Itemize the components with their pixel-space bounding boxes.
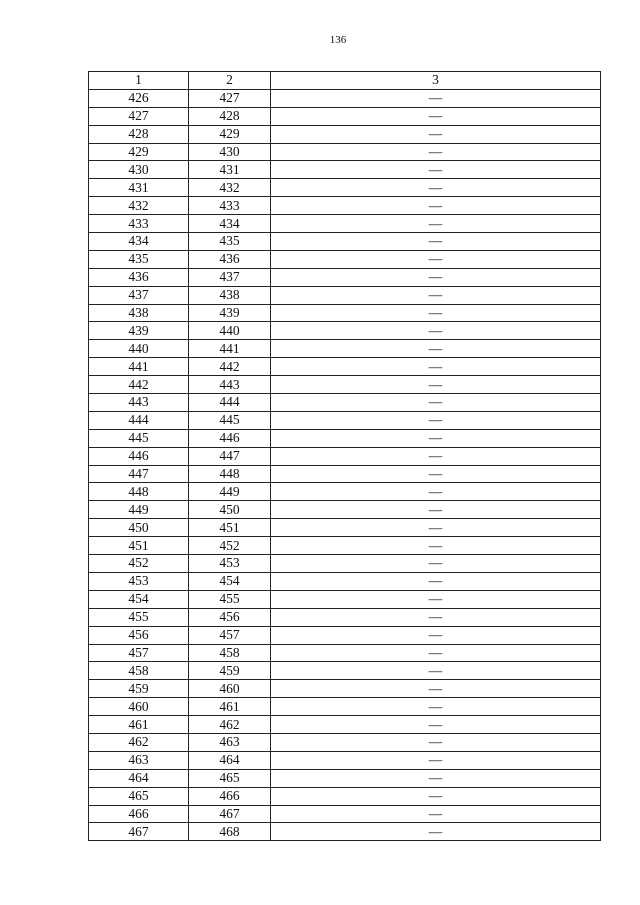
- table-cell-col2: 460: [189, 680, 271, 698]
- table-cell-col1: 442: [89, 376, 189, 394]
- table-cell-col2: 455: [189, 590, 271, 608]
- table-cell-col1: 447: [89, 465, 189, 483]
- table-cell-col2: 450: [189, 501, 271, 519]
- table-cell-col2: 435: [189, 233, 271, 251]
- table-cell-col1: 433: [89, 215, 189, 233]
- table-cell-col1: 458: [89, 662, 189, 680]
- table-cell-col1: 443: [89, 394, 189, 412]
- table-row: [89, 429, 601, 447]
- table-row: [89, 161, 601, 179]
- table-cell-col1: 466: [89, 805, 189, 823]
- table-cell-col3: —: [271, 716, 601, 734]
- table-row: [89, 644, 601, 662]
- table-row: [89, 250, 601, 268]
- table-cell-col3: —: [271, 376, 601, 394]
- table-row: [89, 519, 601, 537]
- table-cell-col2: 456: [189, 608, 271, 626]
- table-cell-col2: 437: [189, 268, 271, 286]
- table-cell-col1: 450: [89, 519, 189, 537]
- table-cell-col2: 447: [189, 447, 271, 465]
- table-cell-col2: 441: [189, 340, 271, 358]
- table-cell-col2: 436: [189, 250, 271, 268]
- table-cell-col3: —: [271, 733, 601, 751]
- table-cell-col2: 429: [189, 125, 271, 143]
- table-cell-col3: —: [271, 447, 601, 465]
- table-cell-col3: —: [271, 286, 601, 304]
- table-cell-col2: 446: [189, 429, 271, 447]
- table-cell-col3: —: [271, 233, 601, 251]
- table-row: [89, 537, 601, 555]
- table-cell-col3: —: [271, 537, 601, 555]
- table-cell-col1: 439: [89, 322, 189, 340]
- table-cell-col1: 463: [89, 751, 189, 769]
- table-cell-col3: —: [271, 429, 601, 447]
- table-cell-col3: —: [271, 107, 601, 125]
- table-cell-col3: —: [271, 662, 601, 680]
- table-cell-col2: 440: [189, 322, 271, 340]
- table-cell-col1: 440: [89, 340, 189, 358]
- table-cell-col2: 453: [189, 555, 271, 573]
- table-cell-col3: —: [271, 411, 601, 429]
- table-row: [89, 179, 601, 197]
- table-cell-col1: 428: [89, 125, 189, 143]
- table-cell-col2: 465: [189, 769, 271, 787]
- table-cell-col3: —: [271, 698, 601, 716]
- table-cell-col2: 433: [189, 197, 271, 215]
- page-number: 136: [329, 34, 347, 46]
- table-cell-col3: —: [271, 751, 601, 769]
- table-cell-col3: —: [271, 143, 601, 161]
- table-row: [89, 411, 601, 429]
- table-row: [89, 823, 601, 841]
- table-row: [89, 358, 601, 376]
- table-cell-col3: —: [271, 250, 601, 268]
- table-cell-col3: —: [271, 340, 601, 358]
- table-row: [89, 572, 601, 590]
- column-header-1: 1: [89, 72, 189, 90]
- table-row: [89, 555, 601, 573]
- table-cell-col3: —: [271, 161, 601, 179]
- table-cell-col3: —: [271, 268, 601, 286]
- table-cell-col1: 441: [89, 358, 189, 376]
- data-table-container: [88, 71, 600, 841]
- table-cell-col3: —: [271, 465, 601, 483]
- table-cell-col2: 461: [189, 698, 271, 716]
- table-cell-col2: 468: [189, 823, 271, 841]
- table-row: [89, 680, 601, 698]
- table-header-row: [89, 72, 601, 90]
- table-cell-col3: —: [271, 179, 601, 197]
- table-cell-col2: 463: [189, 733, 271, 751]
- table-row: [89, 376, 601, 394]
- table-cell-col2: 454: [189, 572, 271, 590]
- table-cell-col2: 427: [189, 89, 271, 107]
- table-row: [89, 626, 601, 644]
- table-row: [89, 107, 601, 125]
- table-row: [89, 304, 601, 322]
- table-row: [89, 805, 601, 823]
- table-cell-col2: 458: [189, 644, 271, 662]
- table-row: [89, 286, 601, 304]
- table-cell-col1: 426: [89, 89, 189, 107]
- table-body: [89, 89, 601, 840]
- table-row: [89, 340, 601, 358]
- table-cell-col1: 446: [89, 447, 189, 465]
- table-cell-col2: 464: [189, 751, 271, 769]
- table-cell-col3: —: [271, 555, 601, 573]
- table-cell-col1: 432: [89, 197, 189, 215]
- table-cell-col3: —: [271, 125, 601, 143]
- table-cell-col2: 448: [189, 465, 271, 483]
- table-cell-col1: 427: [89, 107, 189, 125]
- table-cell-col1: 465: [89, 787, 189, 805]
- table-cell-col2: 466: [189, 787, 271, 805]
- table-cell-col1: 437: [89, 286, 189, 304]
- table-cell-col1: 464: [89, 769, 189, 787]
- table-cell-col1: 430: [89, 161, 189, 179]
- table-row: [89, 787, 601, 805]
- table-cell-col3: —: [271, 519, 601, 537]
- table-cell-col1: 456: [89, 626, 189, 644]
- table-row: [89, 608, 601, 626]
- table-cell-col3: —: [271, 304, 601, 322]
- table-cell-col1: 449: [89, 501, 189, 519]
- table-cell-col1: 455: [89, 608, 189, 626]
- table-cell-col3: —: [271, 322, 601, 340]
- table-cell-col3: —: [271, 680, 601, 698]
- table-row: [89, 501, 601, 519]
- table-cell-col1: 457: [89, 644, 189, 662]
- table-row: [89, 465, 601, 483]
- table-row: [89, 268, 601, 286]
- table-row: [89, 716, 601, 734]
- data-table: [88, 71, 601, 841]
- table-row: [89, 590, 601, 608]
- table-cell-col1: 448: [89, 483, 189, 501]
- table-row: [89, 233, 601, 251]
- table-cell-col3: —: [271, 769, 601, 787]
- table-cell-col2: 444: [189, 394, 271, 412]
- table-row: [89, 733, 601, 751]
- table-row: [89, 322, 601, 340]
- table-cell-col2: 445: [189, 411, 271, 429]
- table-row: [89, 698, 601, 716]
- table-cell-col1: 461: [89, 716, 189, 734]
- table-cell-col2: 438: [189, 286, 271, 304]
- table-row: [89, 143, 601, 161]
- table-cell-col3: —: [271, 608, 601, 626]
- table-cell-col1: 460: [89, 698, 189, 716]
- column-header-3: 3: [271, 72, 601, 90]
- table-cell-col1: 451: [89, 537, 189, 555]
- table-cell-col3: —: [271, 394, 601, 412]
- table-cell-col2: 443: [189, 376, 271, 394]
- table-row: [89, 483, 601, 501]
- table-cell-col1: 434: [89, 233, 189, 251]
- table-cell-col1: 459: [89, 680, 189, 698]
- table-cell-col2: 430: [189, 143, 271, 161]
- table-cell-col3: —: [271, 501, 601, 519]
- table-row: [89, 125, 601, 143]
- table-cell-col1: 453: [89, 572, 189, 590]
- table-cell-col2: 452: [189, 537, 271, 555]
- table-row: [89, 215, 601, 233]
- table-cell-col3: —: [271, 197, 601, 215]
- table-cell-col2: 459: [189, 662, 271, 680]
- table-row: [89, 89, 601, 107]
- table-cell-col1: 444: [89, 411, 189, 429]
- table-cell-col2: 467: [189, 805, 271, 823]
- table-cell-col1: 435: [89, 250, 189, 268]
- table-cell-col1: 436: [89, 268, 189, 286]
- column-header-2: 2: [189, 72, 271, 90]
- table-cell-col2: 449: [189, 483, 271, 501]
- table-cell-col2: 451: [189, 519, 271, 537]
- table-cell-col1: 454: [89, 590, 189, 608]
- table-cell-col3: —: [271, 787, 601, 805]
- table-cell-col3: —: [271, 483, 601, 501]
- table-row: [89, 394, 601, 412]
- table-cell-col2: 462: [189, 716, 271, 734]
- table-cell-col1: 462: [89, 733, 189, 751]
- table-cell-col1: 431: [89, 179, 189, 197]
- table-cell-col2: 428: [189, 107, 271, 125]
- table-cell-col2: 434: [189, 215, 271, 233]
- table-cell-col3: —: [271, 626, 601, 644]
- table-cell-col3: —: [271, 89, 601, 107]
- table-row: [89, 769, 601, 787]
- table-cell-col1: 452: [89, 555, 189, 573]
- table-cell-col2: 431: [189, 161, 271, 179]
- table-cell-col3: —: [271, 215, 601, 233]
- table-cell-col3: —: [271, 358, 601, 376]
- table-cell-col3: —: [271, 823, 601, 841]
- table-cell-col2: 432: [189, 179, 271, 197]
- table-cell-col1: 445: [89, 429, 189, 447]
- table-cell-col1: 438: [89, 304, 189, 322]
- table-row: [89, 751, 601, 769]
- table-cell-col3: —: [271, 805, 601, 823]
- table-cell-col2: 457: [189, 626, 271, 644]
- table-cell-col3: —: [271, 590, 601, 608]
- table-cell-col1: 467: [89, 823, 189, 841]
- table-cell-col3: —: [271, 572, 601, 590]
- table-cell-col2: 442: [189, 358, 271, 376]
- table-row: [89, 197, 601, 215]
- table-row: [89, 662, 601, 680]
- table-cell-col3: —: [271, 644, 601, 662]
- table-cell-col1: 429: [89, 143, 189, 161]
- table-cell-col2: 439: [189, 304, 271, 322]
- table-row: [89, 447, 601, 465]
